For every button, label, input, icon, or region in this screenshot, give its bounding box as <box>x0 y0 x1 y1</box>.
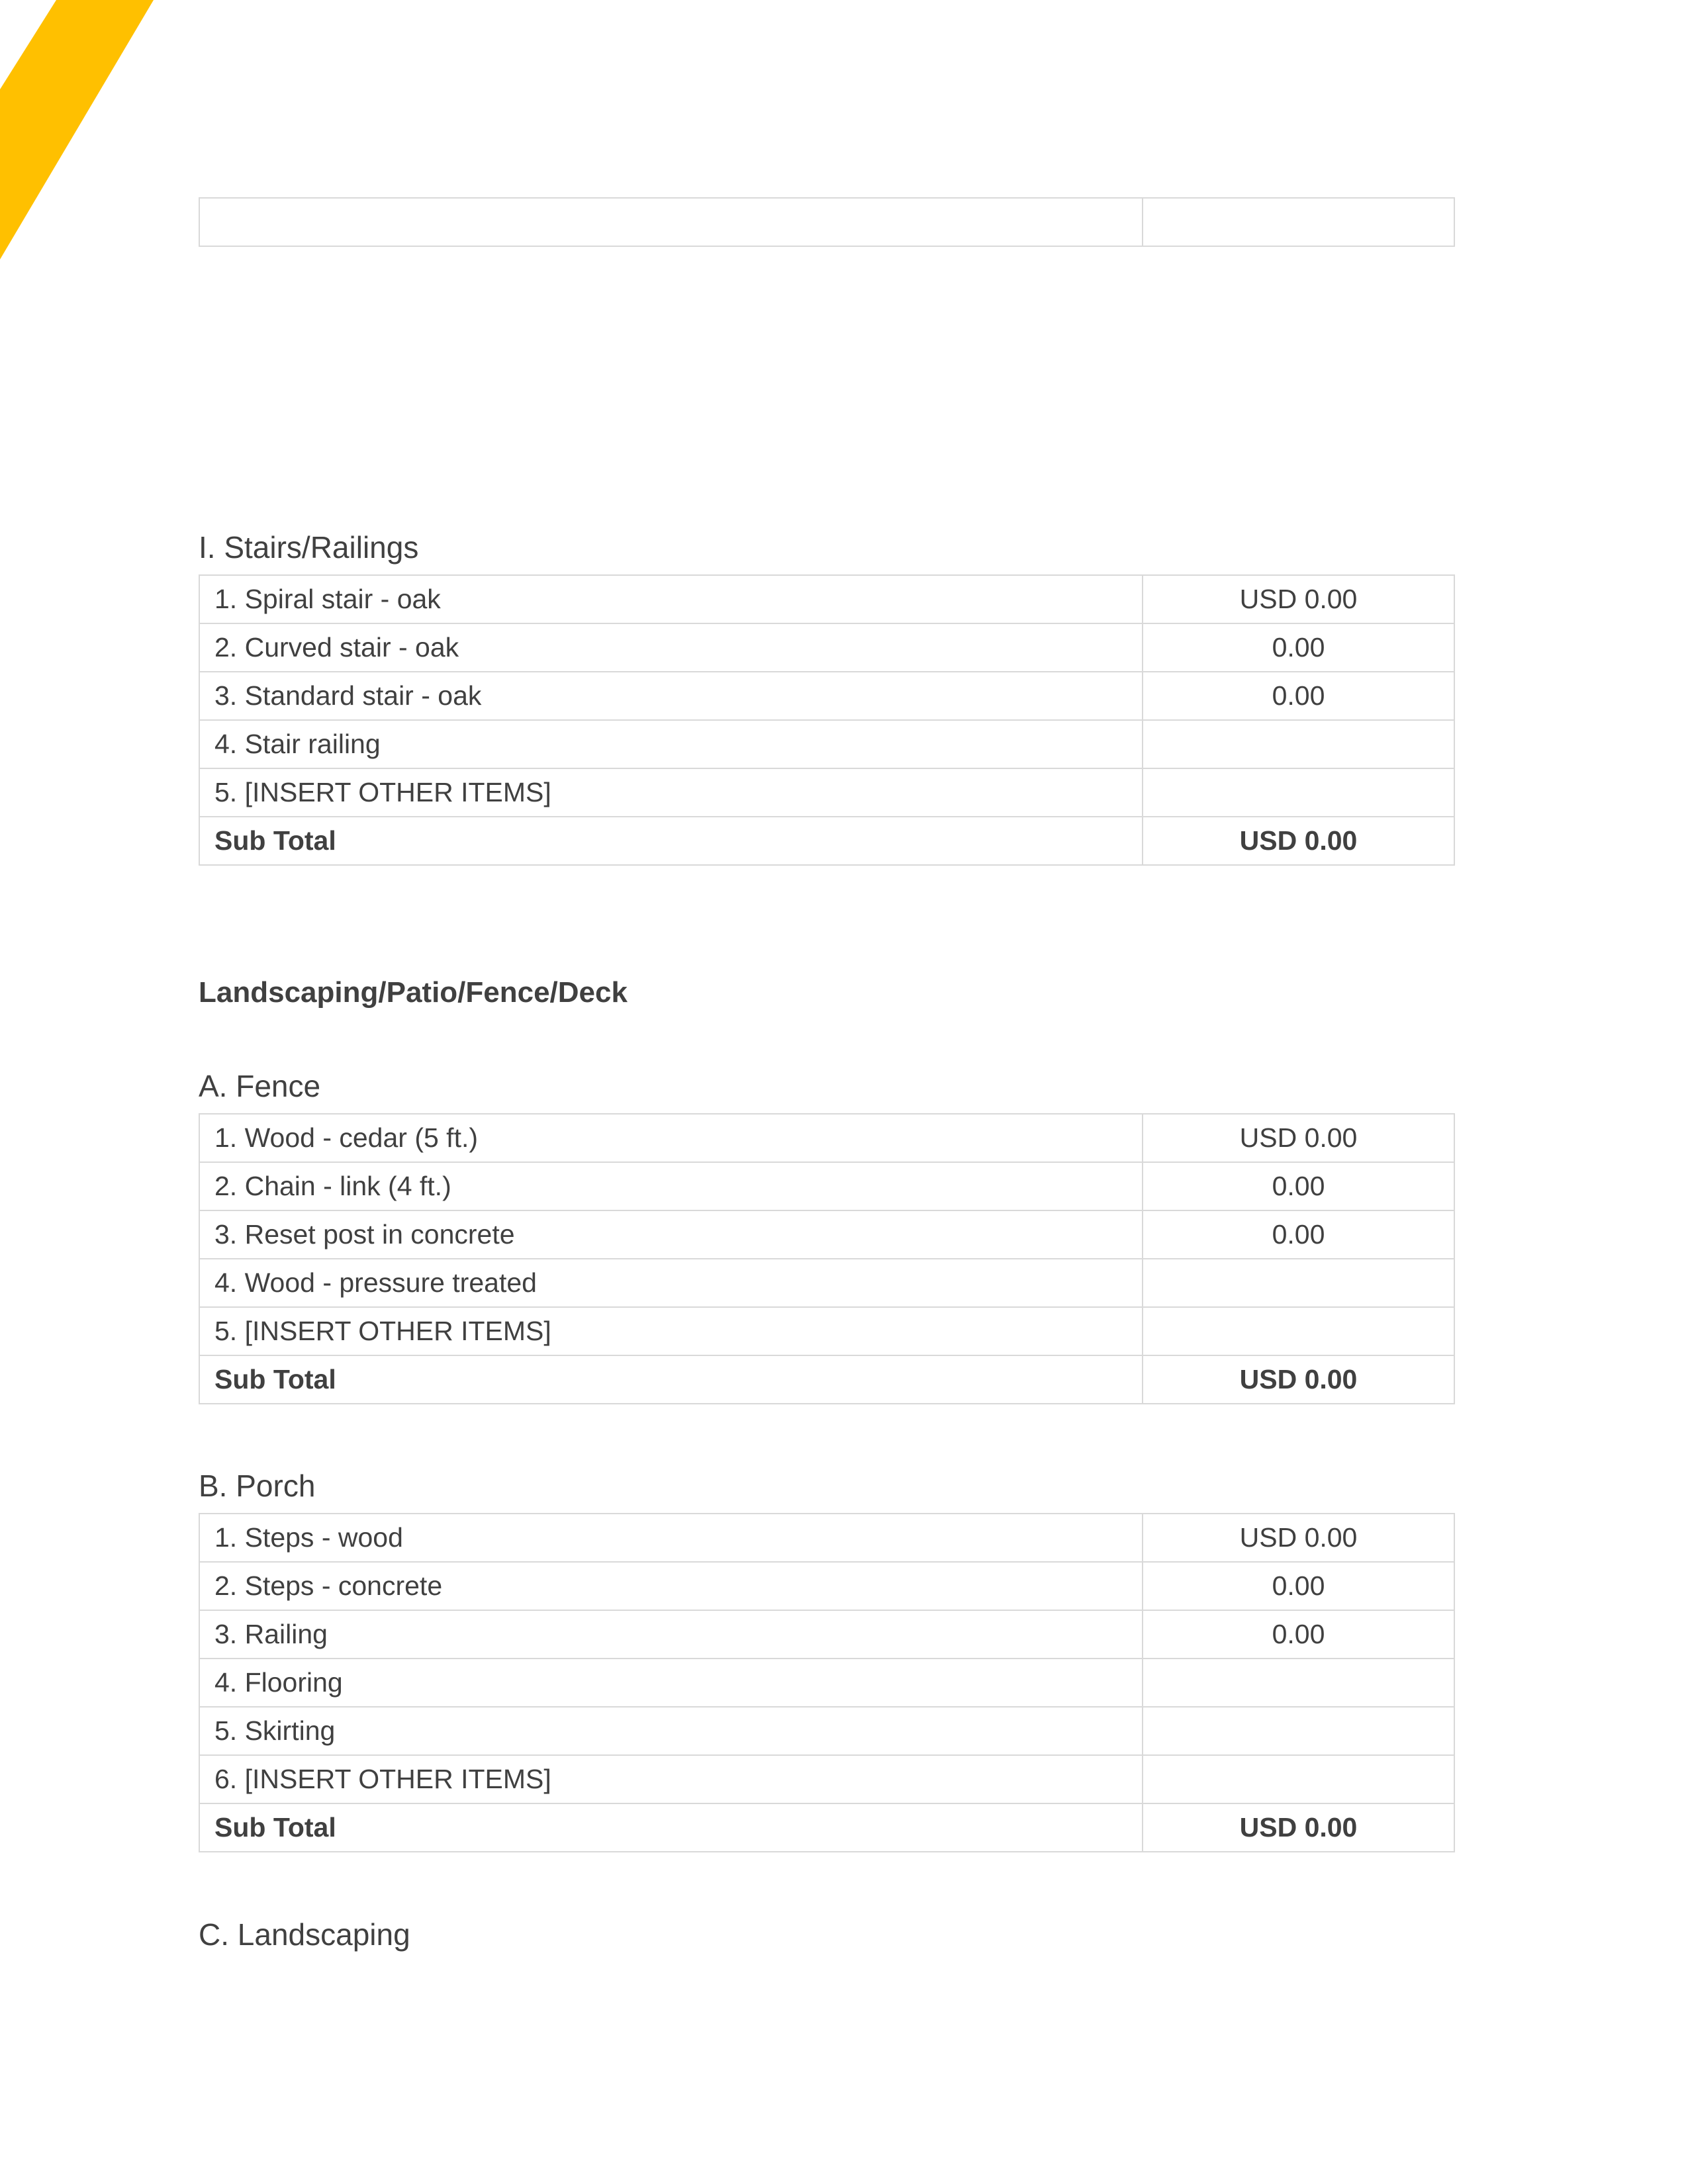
amount-cell[interactable] <box>1143 1707 1454 1755</box>
description-cell[interactable]: 5. [INSERT OTHER ITEMS] <box>199 1307 1143 1355</box>
table-row <box>199 1307 1454 1355</box>
subtotal-amount[interactable]: USD 0.00 <box>1143 817 1454 865</box>
description-cell[interactable]: 4. Stair railing <box>199 720 1143 768</box>
amount-cell[interactable]: 0.00 <box>1143 1610 1454 1659</box>
amount-cell[interactable]: USD 0.00 <box>1143 1114 1454 1162</box>
description-cell[interactable]: 4. Wood - pressure treated <box>199 1259 1143 1307</box>
table-row <box>199 1514 1454 1562</box>
description-cell[interactable]: 2. Curved stair - oak <box>199 623 1143 672</box>
amount-cell[interactable] <box>1143 1259 1454 1307</box>
subtotal-label: Sub Total <box>199 1355 1143 1404</box>
landscaping-section-heading: C. Landscaping <box>199 1917 410 1952</box>
table-row <box>199 198 1454 246</box>
description-cell[interactable]: 1. Wood - cedar (5 ft.) <box>199 1114 1143 1162</box>
fence-table <box>199 1113 1455 1404</box>
amount-cell[interactable]: USD 0.00 <box>1143 575 1454 623</box>
table-row <box>199 623 1454 672</box>
amount-cell[interactable] <box>1143 1755 1454 1803</box>
table-row <box>199 1562 1454 1610</box>
landscaping-group-heading: Landscaping/Patio/Fence/Deck <box>199 976 628 1009</box>
table-row <box>199 1210 1454 1259</box>
porch-section-heading: B. Porch <box>199 1469 316 1503</box>
subtotal-amount[interactable]: USD 0.00 <box>1143 1803 1454 1852</box>
description-cell[interactable]: 6. [INSERT OTHER ITEMS] <box>199 1755 1143 1803</box>
table-row <box>199 768 1454 817</box>
amount-cell[interactable]: 0.00 <box>1143 623 1454 672</box>
table-row <box>199 1114 1454 1162</box>
table-row <box>199 1162 1454 1210</box>
description-cell[interactable]: 3. Reset post in concrete <box>199 1210 1143 1259</box>
amount-cell[interactable] <box>1143 1659 1454 1707</box>
subtotal-row <box>199 817 1454 865</box>
table-row <box>199 575 1454 623</box>
description-cell[interactable]: 4. Flooring <box>199 1659 1143 1707</box>
subtotal-row <box>199 1355 1454 1404</box>
table-row <box>199 1610 1454 1659</box>
amount-cell[interactable]: 0.00 <box>1143 1162 1454 1210</box>
description-cell[interactable]: 1. Spiral stair - oak <box>199 575 1143 623</box>
corner-accent-stripe <box>0 0 159 265</box>
description-cell[interactable]: 1. Steps - wood <box>199 1514 1143 1562</box>
table-row <box>199 1259 1454 1307</box>
description-cell[interactable]: 5. Skirting <box>199 1707 1143 1755</box>
amount-cell[interactable]: 0.00 <box>1143 672 1454 720</box>
table-row <box>199 672 1454 720</box>
amount-cell[interactable]: 0.00 <box>1143 1210 1454 1259</box>
amount-cell[interactable] <box>1143 1307 1454 1355</box>
amount-cell[interactable]: 0.00 <box>1143 1562 1454 1610</box>
fence-section-heading: A. Fence <box>199 1069 321 1103</box>
description-cell[interactable]: 2. Chain - link (4 ft.) <box>199 1162 1143 1210</box>
description-cell[interactable]: 5. [INSERT OTHER ITEMS] <box>199 768 1143 817</box>
top-blank-table <box>199 197 1455 247</box>
porch-table <box>199 1513 1455 1852</box>
amount-cell[interactable]: USD 0.00 <box>1143 1514 1454 1562</box>
subtotal-amount[interactable]: USD 0.00 <box>1143 1355 1454 1404</box>
subtotal-label: Sub Total <box>199 1803 1143 1852</box>
table-row <box>199 1707 1454 1755</box>
description-cell[interactable]: 2. Steps - concrete <box>199 1562 1143 1610</box>
table-row <box>199 1659 1454 1707</box>
amount-cell[interactable] <box>1143 768 1454 817</box>
stairs-section-heading: I. Stairs/Railings <box>199 530 419 565</box>
subtotal-label: Sub Total <box>199 817 1143 865</box>
table-row <box>199 1755 1454 1803</box>
table-row <box>199 720 1454 768</box>
amount-cell[interactable] <box>1143 720 1454 768</box>
description-cell[interactable]: 3. Railing <box>199 1610 1143 1659</box>
description-cell[interactable]: 3. Standard stair - oak <box>199 672 1143 720</box>
subtotal-row <box>199 1803 1454 1852</box>
stairs-table <box>199 574 1455 866</box>
description-cell[interactable] <box>199 198 1143 246</box>
amount-cell[interactable] <box>1143 198 1454 246</box>
